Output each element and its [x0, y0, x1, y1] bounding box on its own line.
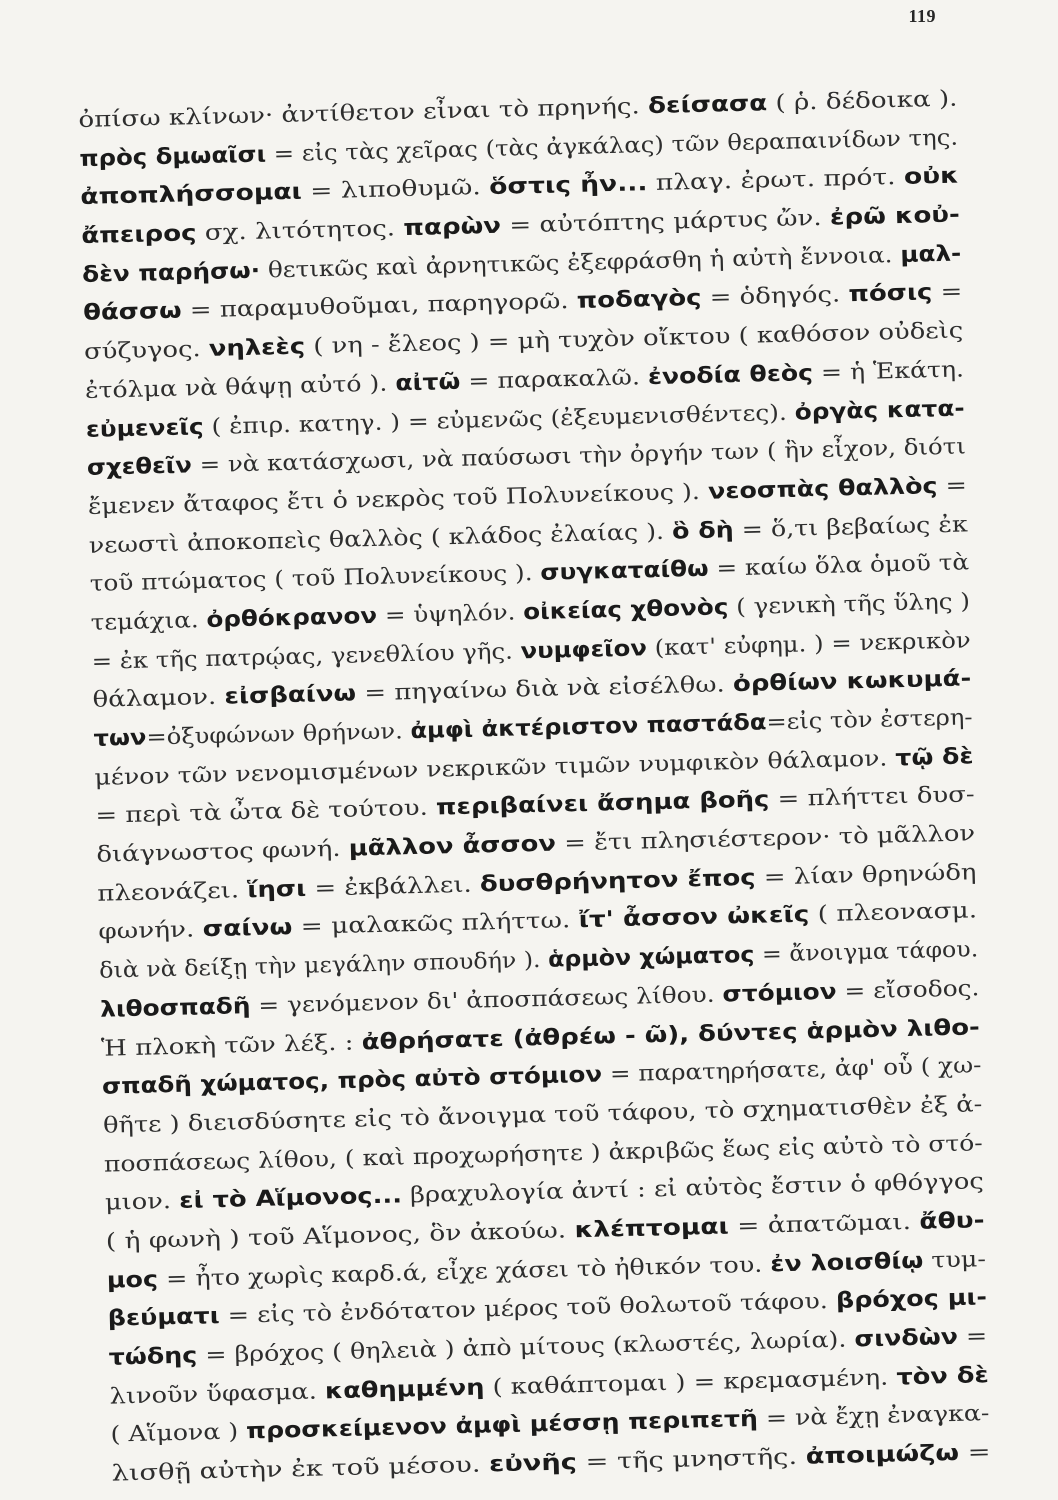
gloss-text: ἔμενεν ἄταφος ἔτι ὁ νεκρὸς τοῦ Πολυνείκους ). [87, 479, 709, 520]
lemma-term: λιθοσπαδῆ [99, 993, 251, 1023]
lemma-term: περιβαίνει ἄσημα βοῆς [435, 787, 770, 821]
gloss-text: = εἴσοδος. [836, 976, 980, 1005]
gloss-text: ( ἐπιρ. κατηγ. ) = εὐμενῶς (ἐξευμενισθέντες). [203, 400, 795, 440]
gloss-text: σύζυγος. [83, 337, 210, 366]
gloss-text: διάγνωστος φωνή. [96, 836, 350, 868]
gloss-text: τυμ- [923, 1246, 987, 1274]
gloss-text: = ἐκβάλλει. [305, 872, 481, 902]
gloss-text: = ἡ Ἑκάτη. [812, 357, 965, 386]
gloss-text: λινοῦν ὕφασμα. [109, 1379, 326, 1410]
lemma-term: νεοσπὰς θαλλὸς [707, 473, 938, 505]
gloss-text: = ὁδηγός. [701, 282, 849, 312]
gloss-text: μένον τῶν νενομισμένων νεκρικῶν τιμῶν νυμφικὸν θάλαμον. [94, 745, 896, 791]
lemma-term: ὀρθόκρανον [206, 603, 378, 633]
lemma-term: ἄθυ- [919, 1208, 985, 1235]
gloss-text: = [957, 1324, 988, 1350]
gloss-text: = [937, 473, 968, 499]
lemma-term: δείσασα [647, 91, 768, 120]
gloss-text: =ὀξυφώνων θρήνων. [146, 719, 411, 751]
gloss-text: = νὰ ἔχῃ ἐναγκα- [757, 1401, 990, 1433]
gloss-text: = αὐτόπτης μάρτυς ὤν. [500, 205, 831, 239]
lemma-term: στόμιον [722, 979, 837, 1008]
gloss-text: σχ. λιτότητος. [196, 216, 404, 247]
lemma-term: πρὸς δμωαῖσι [79, 142, 267, 172]
lemma-term: νηλεὲς [208, 334, 306, 362]
lemma-term: σχεθεῖν [86, 453, 193, 482]
gloss-text: Ἡ πλοκὴ τῶν λέξ. : [100, 1029, 363, 1062]
lemma-term: ἐνοδία θεὸς [647, 360, 814, 390]
lemma-term: βρόχος μι- [835, 1285, 988, 1315]
gloss-text: = ἀπατῶμαι. [728, 1209, 920, 1240]
lemma-term: αἰτῶ [395, 369, 461, 397]
gloss-text: πλαγ. ἐρωτ. πρότ. [647, 165, 905, 197]
lemma-term: ὅστις ἦν... [488, 171, 648, 201]
gloss-text: = εἰς τὰς χεῖρας (τὰς ἀγκάλας) τῶν θεραπαινίδων της. [265, 125, 959, 168]
lemma-term: ἀμφὶ ἀκτέριστον παστάδα [410, 710, 767, 745]
lemma-term: εἰσβαίνω [224, 681, 357, 710]
gloss-text: = ὑψηλόν. [376, 600, 524, 629]
lemma-term: ὃ δὴ [671, 517, 734, 545]
lemma-term: σινδὼν [854, 1324, 959, 1353]
gloss-text: ( Αἵμονα ) [110, 1419, 247, 1448]
lemma-term: μος [106, 1267, 159, 1294]
gloss-text: = περὶ τὰ ὦτα δὲ τούτου. [95, 795, 437, 830]
lemma-term: καθημμένη [324, 1375, 485, 1405]
gloss-text: ( ῥ. δέδοικα ). [766, 86, 958, 117]
lemma-term: εὐνῆς [488, 1450, 578, 1478]
gloss-text: ( γενικὴ τῆς ὕλης ) [728, 589, 971, 621]
gloss-text: = λιποθυμῶ. [301, 175, 490, 205]
gloss-text: ( νη - ἔλεος ) = μὴ τυχὸν οἴκτου ( καθόσον οὐδεὶς [304, 318, 964, 360]
gloss-text: = παρακαλῶ. [460, 364, 649, 395]
lemma-term: παρὼν [403, 213, 502, 242]
gloss-text: τεμάχια. [90, 607, 207, 636]
lemma-term: των [93, 725, 147, 752]
lemma-term: σπαδῆ χώματος, πρὸς αὐτὸ στόμιον [101, 1062, 603, 1100]
lemma-term: τώδης [108, 1343, 198, 1371]
lemma-term: κλέπτομαι [574, 1214, 730, 1244]
lemma-term: ἵησι [246, 876, 307, 903]
lemma-term: βεύματι [107, 1304, 220, 1332]
gloss-text: = παραμυθοῦμαι, παρηγορῶ. [181, 289, 578, 324]
gloss-text: = γενόμενον δι' ἀποσπάσεως λίθου. [250, 982, 723, 1019]
lemma-term: πόσις [848, 280, 933, 308]
gloss-text: = καίω ὅλα ὁμοῦ τὰ [708, 550, 970, 582]
lemma-term: ἁρμὸν χώματος [547, 942, 755, 973]
lemma-term: δυσθρήνητον ἔπος [479, 865, 756, 898]
lemma-term: ἀθρήσατε (ἀθρέω - ῶ), δύντες ἁρμὸν λιθο- [361, 1014, 981, 1055]
lemma-term: ἄπειρος [80, 221, 197, 250]
gloss-text: = μαλακῶς πλήττω. [292, 908, 579, 941]
gloss-text: τοῦ πτώματος ( τοῦ Πολυνείκους ). [89, 561, 541, 598]
lemma-term: εὐμενεῖς [85, 414, 205, 443]
gloss-text: θάλαμον. [92, 684, 225, 714]
gloss-text: ποσπάσεως λίθου, ( καὶ προχωρήσητε ) ἀκριβῶς ἕως εἰς αὐτὸ τὸ στό- [103, 1130, 983, 1178]
page-number: 119 [908, 6, 936, 26]
lemma-term: θάσσω [82, 298, 182, 327]
gloss-text: = νὰ κατάσχωσι, νὰ παύσωσι τὴν ὀργήν των ( ἣν εἶχον, διότι [191, 434, 967, 479]
gloss-text: θετικῶς καὶ ἀρνητικῶς ἐξεφράσθη ἡ αὐτὴ ἔννοια. [259, 242, 901, 284]
gloss-text: = λίαν θρηνώδη [755, 860, 977, 891]
lemma-term: ἀποιμώζω [805, 1440, 960, 1470]
gloss-text: βραχυλογία ἀντί : εἰ αὐτὸς ἔστιν ὁ φθόγγος [401, 1169, 985, 1209]
gloss-text: = ἔτι πλησιέστερον· τὸ μᾶλλον [555, 821, 976, 857]
gloss-text: = πηγαίνω διὰ νὰ εἰσέλθω. [355, 672, 734, 707]
gloss-text: = [958, 1440, 991, 1466]
gloss-text: = εἰς τὸ ἐνδότατον μέρος τοῦ θολωτοῦ τάφου. [219, 1289, 837, 1330]
gloss-text: = ἄνοιγμα τάφου. [754, 937, 979, 968]
gloss-text: ἐτόλμα νὰ θάψῃ αὐτό ). [84, 371, 396, 404]
lemma-term: ἐν λοισθίῳ [770, 1248, 924, 1278]
gloss-text: ( καθάπτομαι ) = κρεμασμένη. [484, 1365, 897, 1401]
lemma-term: οἰκείας χθονὸς [522, 595, 729, 626]
lemma-term: τὸν δὲ [896, 1362, 989, 1391]
lemma-term: μαλ- [899, 241, 962, 268]
lemma-term: ἴτ' ἆσσον ὠκεῖς [578, 902, 810, 934]
gloss-text: νεωστὶ ἀποκοπεὶς θαλλὸς ( κλάδος ἐλαίας ). [88, 519, 673, 559]
gloss-text: διὰ νὰ δείξῃ τὴν μεγάλην σπουδήν ). [98, 947, 549, 984]
lemma-term: τῷ δὲ [895, 744, 974, 771]
lemma-term: νυμφεῖον [520, 635, 648, 664]
lemma-term: μᾶλλον ἆσσον [348, 831, 557, 862]
lemma-term: ἀποπλήσσομαι [80, 179, 303, 211]
gloss-text: θῆτε ) διεισδύσητε εἰς τὸ ἄνοιγμα τοῦ τάφου, τὸ σχηματισθὲν ἐξ ἀ- [102, 1092, 983, 1139]
gloss-text: πλεονάζει. [97, 877, 248, 907]
commentary-text [78, 80, 992, 1494]
lemma-term: σαίνω [202, 915, 293, 943]
lemma-term: εἰ τὸ Αἵμονος... [178, 1183, 403, 1215]
gloss-text: (κατ' εὐφημ. ) = νεκρικὸν [646, 627, 971, 661]
gloss-text: = [932, 279, 963, 306]
gloss-text: ὀπίσω κλίνων· ἀντίθετον εἶναι τὸ πρηνής. [78, 94, 649, 133]
gloss-text: = ἐκ τῆς πατρῴας, γενεθλίου γῆς. [91, 638, 521, 675]
lemma-term: ἐρῶ κοὐ- [829, 202, 961, 231]
lemma-term: ποδαγὸς [576, 286, 702, 315]
lemma-term: ὀρθίων κωκυμά- [732, 666, 972, 698]
gloss-text: ( ἡ φωνὴ ) τοῦ Αἵμονος, ὃν ἀκούω. [105, 1218, 575, 1255]
gloss-text: ( πλεονασμ. [809, 898, 978, 928]
gloss-text: = ἦτο χωρὶς καρδ.ά, εἶχε χάσει τὸ ἠθικόν του. [157, 1252, 771, 1293]
lemma-term: συγκαταίθω [540, 556, 709, 587]
gloss-text: =εἰς τὸν ἐστερη- [766, 705, 973, 736]
lemma-term: προσκείμενον ἀμφὶ μέσσῃ περιπετῆ [245, 1407, 759, 1445]
gloss-text: = βρόχος ( θηλειὰ ) ἀπὸ μίτους (κλωστές, λωρία). [196, 1327, 855, 1369]
gloss-text: = παρατηρήσατε, ἀφ' οὗ ( χω- [601, 1053, 982, 1088]
gloss-text: = πλήττει δυσ- [769, 782, 975, 813]
gloss-text: λισθῇ αὐτὴν ἐκ τοῦ μέσου. [111, 1452, 490, 1487]
lemma-term: οὐκ [903, 163, 960, 191]
lemma-term: ὀργὰς κατα- [794, 395, 965, 426]
gloss-text: φωνήν. [97, 917, 204, 946]
gloss-text: μιον. [104, 1189, 180, 1216]
gloss-text: = τῆς μνηστῆς. [576, 1444, 807, 1476]
lemma-term: δὲν παρήσω· [81, 258, 261, 288]
gloss-text: = ὅ,τι βεβαίως ἐκ [733, 511, 969, 543]
